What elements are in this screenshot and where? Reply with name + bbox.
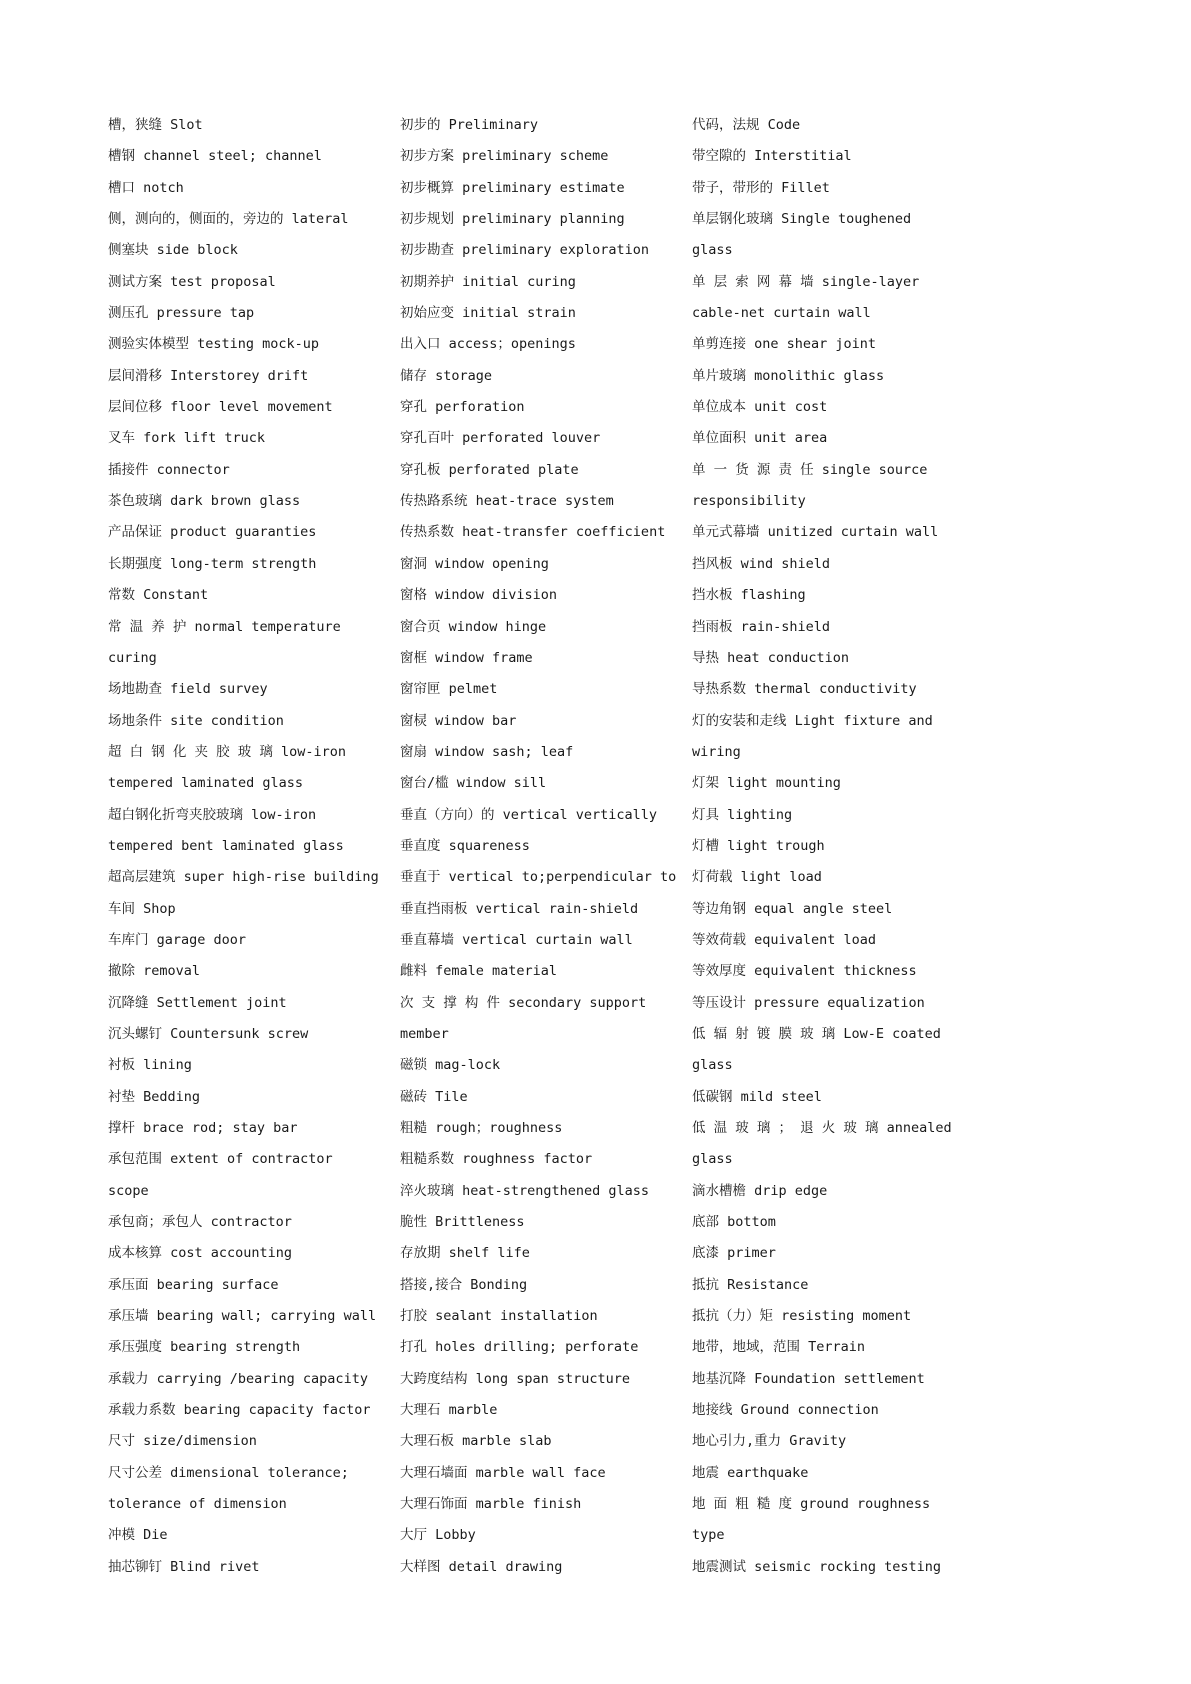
- glossary-column-2: [400, 110, 686, 1583]
- glossary-entry-line: 承包商；承包人 contractor: [108, 1214, 292, 1231]
- glossary-entry-line: 初步规划 preliminary planning: [400, 211, 625, 228]
- glossary-entry-line: 车间 Shop: [108, 900, 176, 917]
- glossary-entry-line: 粗糙系数 roughness factor: [400, 1151, 593, 1168]
- glossary-entry-line: 穿孔板 perforated plate: [400, 461, 579, 478]
- glossary-entry-line: 次 支 撑 构 件 secondary support: [400, 994, 647, 1011]
- glossary-entry-line: 窗合页 window hinge: [400, 618, 547, 635]
- glossary-entry-line: 抽芯铆钉 Blind rivet: [108, 1558, 260, 1575]
- glossary-entry-line: 地基沉降 Foundation settlement: [692, 1370, 925, 1387]
- glossary-entry-line: 底部 bottom: [692, 1214, 776, 1231]
- glossary-entry-line: 低碳钢 mild steel: [692, 1088, 822, 1105]
- glossary-entry-line: 代码，法规 Code: [692, 117, 801, 133]
- glossary-entry-line: 承压面 bearing surface: [108, 1276, 279, 1293]
- glossary-entry-line: 初期养护 initial curing: [400, 273, 576, 290]
- glossary-entry-line: 大样图 detail drawing: [400, 1558, 563, 1575]
- glossary-entry-line: 侧塞块 side block: [108, 242, 238, 259]
- glossary-entry-line: wiring: [692, 743, 741, 760]
- glossary-entry-line: 槽钢 channel steel; channel: [108, 148, 322, 165]
- glossary-entry-line: 储存 storage: [400, 367, 493, 384]
- glossary-entry-line: 灯槽 light trough: [692, 837, 825, 854]
- glossary-entry-line: 等效厚度 equivalent thickness: [692, 963, 917, 980]
- glossary-entry-line: 产品保证 product guaranties: [108, 524, 317, 541]
- glossary-entry-line: 地带，地域，范围 Terrain: [692, 1339, 866, 1356]
- glossary-entry-line: glass: [692, 1057, 733, 1074]
- glossary-entry-line: 初步概算 preliminary estimate: [400, 179, 625, 196]
- glossary-entry-line: 测验实体模型 testing mock-up: [108, 336, 320, 353]
- glossary-entry-line: 沉降缝 Settlement joint: [108, 994, 287, 1011]
- glossary-entry-line: 窗格 window division: [400, 587, 558, 604]
- glossary-entry-line: 撤除 removal: [108, 963, 201, 980]
- glossary-entry-line: 灯荷载 light load: [692, 869, 822, 886]
- glossary-entry-line: 大跨度结构 long span structure: [400, 1370, 631, 1387]
- glossary-entry-line: 茶色玻璃 dark brown glass: [108, 493, 301, 510]
- glossary-entry-line: 打孔 holes drilling; perforate: [400, 1339, 639, 1356]
- glossary-entry-line: 窗洞 window opening: [400, 555, 549, 572]
- glossary-entry-line: 单 一 货 源 责 任 single source: [692, 461, 928, 478]
- glossary-entry-line: 初步的 Preliminary: [400, 117, 539, 133]
- glossary-entry-line: cable-net curtain wall: [692, 305, 871, 322]
- glossary-entry-line: 带空隙的 Interstitial: [692, 148, 852, 165]
- glossary-entry-line: 叉车 fork lift truck: [108, 430, 266, 447]
- glossary-entry-line: 大理石墙面 marble wall face: [400, 1464, 606, 1481]
- glossary-entry-line: 成本核算 cost accounting: [108, 1245, 293, 1262]
- glossary-entry-line: 低 温 玻 璃 ； 退 火 玻 璃 annealed: [692, 1120, 952, 1136]
- glossary-entry-line: 单片玻璃 monolithic glass: [692, 367, 885, 384]
- glossary-entry-line: 衬垫 Bedding: [108, 1088, 201, 1105]
- glossary-column-1: [108, 110, 393, 1583]
- glossary-entry-line: 挡水板 flashing: [692, 587, 806, 604]
- glossary-entry-line: 导热系数 thermal conductivity: [692, 681, 917, 698]
- glossary-entry-line: 低 辐 射 镀 膜 玻 璃 Low-E coated: [692, 1025, 941, 1042]
- glossary-entry-line: 超高层建筑 super high-rise building: [108, 869, 379, 886]
- glossary-entry-line: glass: [692, 1151, 733, 1168]
- glossary-entry-line: 大理石板 marble slab: [400, 1433, 552, 1450]
- glossary-entry-line: 单层钢化玻璃 Single toughened: [692, 211, 912, 228]
- glossary-entry-line: 搭接,接合 Bonding: [400, 1276, 528, 1293]
- glossary-entry-line: 窗台/槛 window sill: [400, 775, 547, 792]
- glossary-entry-line: 地震测试 seismic rocking testing: [692, 1558, 942, 1575]
- glossary-column-3: [692, 110, 982, 1583]
- glossary-entry-line: 抵抗（力）矩 resisting moment: [692, 1308, 912, 1325]
- glossary-entry-line: 窗框 window frame: [400, 649, 533, 666]
- glossary-entry-line: 带子，带形的 Fillet: [692, 179, 830, 196]
- glossary-entry-line: 单位面积 unit area: [692, 430, 828, 447]
- glossary-entry-line: 垂直（方向）的 vertical vertically: [400, 806, 658, 823]
- glossary-entry-line: 单元式幕墙 unitized curtain wall: [692, 524, 939, 541]
- glossary-entry-line: 灯架 light mounting: [692, 775, 841, 792]
- glossary-entry-line: tolerance of dimension: [108, 1496, 287, 1513]
- glossary-entry-line: 传热系数 heat-transfer coefficient: [400, 524, 666, 541]
- glossary-entry-line: 衬板 lining: [108, 1057, 192, 1074]
- glossary-entry-line: 大理石饰面 marble finish: [400, 1496, 582, 1513]
- glossary-entry-line: 挡雨板 rain-shield: [692, 618, 831, 635]
- glossary-entry-line: 初步方案 preliminary scheme: [400, 148, 609, 165]
- glossary-entry-line: 垂直度 squareness: [400, 837, 530, 854]
- glossary-entry-line: 长期强度 long-term strength: [108, 555, 317, 572]
- glossary-entry-line: 传热路系统 heat-trace system: [400, 493, 614, 510]
- glossary-entry-line: 地接线 Ground connection: [692, 1402, 879, 1419]
- glossary-entry-line: 测试方案 test proposal: [108, 273, 276, 290]
- glossary-entry-line: 穿孔 perforation: [400, 399, 525, 416]
- glossary-entry-line: 冲模 Die: [108, 1527, 168, 1544]
- glossary-entry-line: 超白钢化折弯夹胶玻璃 low-iron: [108, 806, 317, 823]
- glossary-entry-line: 大厅 Lobby: [400, 1527, 476, 1544]
- glossary-entry-line: 等效荷载 equivalent load: [692, 931, 877, 948]
- glossary-entry-line: glass: [692, 242, 733, 259]
- glossary-entry-line: 尺寸 size/dimension: [108, 1433, 257, 1450]
- glossary-entry-line: 承包范围 extent of contractor: [108, 1151, 333, 1168]
- glossary-entry-line: 导热 heat conduction: [692, 649, 850, 666]
- glossary-entry-line: 承载力 carrying /bearing capacity: [108, 1370, 368, 1387]
- glossary-entry-line: 承载力系数 bearing capacity factor: [108, 1402, 371, 1419]
- glossary-entry-line: 场地勘查 field survey: [108, 681, 268, 698]
- glossary-entry-line: 雌料 female material: [400, 963, 558, 980]
- glossary-entry-line: 垂直挡雨板 vertical rain-shield: [400, 900, 639, 917]
- glossary-entry-line: 单位成本 unit cost: [692, 399, 828, 416]
- glossary-entry-line: 尺寸公差 dimensional tolerance;: [108, 1464, 349, 1481]
- glossary-entry-line: 滴水槽檐 drip edge: [692, 1182, 828, 1199]
- glossary-entry-line: responsibility: [692, 493, 806, 510]
- glossary-entry-line: 打胶 sealant installation: [400, 1308, 598, 1325]
- glossary-entry-line: 层间位移 floor level movement: [108, 399, 333, 416]
- glossary-entry-line: 承压墙 bearing wall; carrying wall: [108, 1308, 377, 1325]
- glossary-entry-line: 窗扇 window sash; leaf: [400, 743, 574, 760]
- glossary-entry-line: 单剪连接 one shear joint: [692, 336, 877, 353]
- glossary-entry-line: 垂直于 vertical to;perpendicular to: [400, 869, 677, 886]
- glossary-entry-line: 等压设计 pressure equalization: [692, 994, 925, 1011]
- glossary-entry-line: 初始应变 initial strain: [400, 305, 576, 322]
- glossary-entry-line: 淬火玻璃 heat-strengthened glass: [400, 1182, 650, 1199]
- glossary-entry-line: tempered laminated glass: [108, 775, 304, 792]
- glossary-entry-line: 地心引力,重力 Gravity: [692, 1433, 847, 1450]
- glossary-entry-line: 灯的安装和走线 Light fixture and: [692, 712, 933, 729]
- glossary-entry-line: 挡风板 wind shield: [692, 555, 831, 572]
- glossary-entry-line: 插接件 connector: [108, 461, 230, 478]
- glossary-entry-line: 垂直幕墙 vertical curtain wall: [400, 931, 633, 948]
- glossary-entry-line: 磁锁 mag-lock: [400, 1057, 501, 1074]
- glossary-entry-line: 粗糙 rough；roughness: [400, 1120, 563, 1136]
- glossary-entry-line: 脆性 Brittleness: [400, 1214, 525, 1231]
- glossary-entry-line: 地震 earthquake: [692, 1464, 809, 1481]
- glossary-entry-line: 车库门 garage door: [108, 931, 247, 948]
- glossary-entry-line: 初步勘查 preliminary exploration: [400, 242, 650, 259]
- glossary-entry-line: 穿孔百叶 perforated louver: [400, 430, 601, 447]
- glossary-entry-line: 常数 Constant: [108, 587, 209, 604]
- glossary-entry-line: 常 温 养 护 normal temperature: [108, 618, 341, 635]
- glossary-entry-line: scope: [108, 1182, 149, 1199]
- glossary-entry-line: 窗帘匣 pelmet: [400, 681, 498, 698]
- glossary-entry-line: 底漆 primer: [692, 1245, 776, 1262]
- glossary-entry-line: 单 层 索 网 幕 墙 single-layer: [692, 273, 920, 290]
- glossary-entry-line: 大理石 marble: [400, 1402, 498, 1419]
- glossary-entry-line: 沉头螺钉 Countersunk screw: [108, 1025, 309, 1042]
- glossary-entry-line: member: [400, 1025, 449, 1042]
- glossary-entry-line: 场地条件 site condition: [108, 712, 284, 729]
- glossary-entry-line: 侧，测向的，侧面的，旁边的 lateral: [108, 211, 349, 228]
- glossary-entry-line: curing: [108, 649, 157, 666]
- glossary-entry-line: 撑杆 brace rod; stay bar: [108, 1120, 298, 1136]
- glossary-entry-line: 层间滑移 Interstorey drift: [108, 367, 309, 384]
- glossary-entry-line: 地 面 粗 糙 度 ground roughness: [692, 1496, 931, 1513]
- glossary-entry-line: 磁砖 Tile: [400, 1088, 468, 1105]
- glossary-entry-line: 测压孔 pressure tap: [108, 305, 255, 322]
- glossary-entry-line: 等边角钢 equal angle steel: [692, 900, 893, 917]
- glossary-entry-line: type: [692, 1527, 725, 1544]
- glossary-entry-line: 超 白 钢 化 夹 胶 玻 璃 low-iron: [108, 743, 347, 760]
- glossary-entry-line: 抵抗 Resistance: [692, 1276, 809, 1293]
- glossary-entry-line: 存放期 shelf life: [400, 1245, 530, 1262]
- glossary-entry-line: 槽口 notch: [108, 179, 184, 196]
- glossary-entry-line: 出入口 access；openings: [400, 336, 576, 353]
- glossary-entry-line: 窗棂 window bar: [400, 712, 517, 729]
- glossary-entry-line: tempered bent laminated glass: [108, 837, 344, 854]
- glossary-entry-line: 槽，狭缝 Slot: [108, 117, 203, 133]
- glossary-entry-line: 灯具 lighting: [692, 806, 793, 823]
- glossary-entry-line: 承压强度 bearing strength: [108, 1339, 301, 1356]
